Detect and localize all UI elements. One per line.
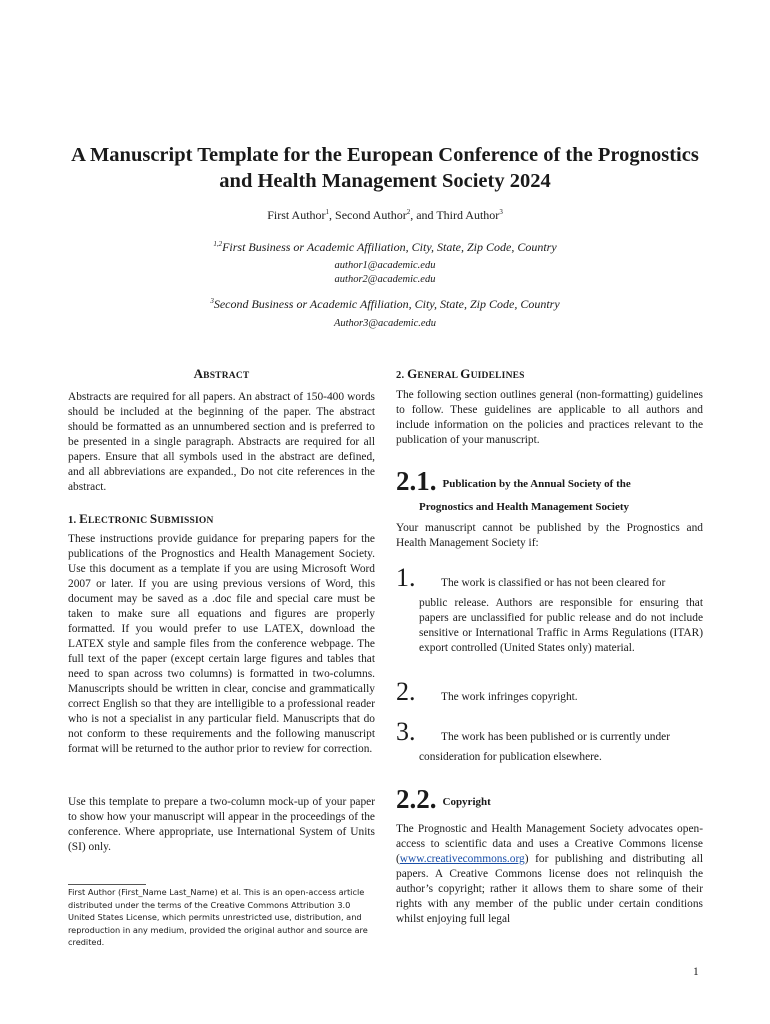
subsection-2-1-number: 2.1. (396, 466, 437, 496)
affiliation-2 (0, 297, 770, 312)
subsection-2-1-title-line-1: Publication by the Annual Society of the (442, 478, 631, 490)
list-item-1 (396, 563, 703, 656)
copyright-text-before: The Prognostic and Health Management Society advocates open-access to scientific data and uses a Creative Commons license ( (396, 823, 703, 865)
author-2: , Second Author (329, 208, 407, 222)
list-item-1-number: 1. (396, 563, 416, 592)
affiliation-1-sup: 1,2 (213, 240, 223, 248)
section-2-initial-1: G (407, 366, 418, 381)
list-item-2-number: 2. (396, 677, 416, 706)
affiliation-1 (0, 240, 770, 255)
page-number: 1 (693, 966, 699, 978)
footnote: First Author (First_Name Last_Name) et al. This is an open-access article distributed under the terms of the Creative Commons Attribution 3.0 United States License, which permits unrestricted use, distribution, and reproduction in any medium, provided the original author and source are credited. (68, 887, 368, 948)
author-2-sup: 2 (406, 208, 411, 216)
section-2-rest-1: ENERAL (417, 371, 461, 381)
list-item-2-first-line: The work infringes copyright. (441, 691, 578, 703)
list-item-2 (396, 677, 703, 710)
abstract-heading-initial: A (193, 366, 204, 381)
section-2-paragraph: The following section outlines general (non-formatting) guidelines to follow. These guidelines are applicable to all authors and include information on the policies and practices relevant to the publication of your manuscript. (396, 389, 703, 446)
paper-title: A Manuscript Template for the European Conference of the Prognostics and Health Management Society 2024 (71, 144, 699, 192)
affiliation-1-text: First Business or Academic Affiliation, City, State, Zip Code, Country (222, 240, 557, 254)
section-1-number: 1. (68, 515, 80, 526)
subsection-2-1-heading (396, 466, 703, 513)
subsection-2-1-intro: Your manuscript cannot be published by the Prognostics and Health Management Society if: (396, 522, 703, 549)
section-2-heading (396, 366, 525, 382)
section-1-rest-1: LECTRONIC (87, 516, 150, 526)
creative-commons-link[interactable]: www.creativecommons.org (399, 853, 525, 865)
section-2-number: 2. (396, 370, 408, 381)
section-1-paragraph-2: Use this template to prepare a two-column mock-up of your paper to show how your manuscript will appear in the proceedings of the conference. Where appropriate, use International System of Units (SI) only. (68, 796, 375, 853)
subsection-2-2-number: 2.2. (396, 784, 437, 814)
affiliation-2-text: Second Business or Academic Affiliation, City, State, Zip Code, Country (213, 297, 560, 311)
email-3: Author3@academic.edu (333, 318, 437, 329)
author-1-sup: 1 (325, 208, 330, 216)
author-1: First Author (267, 208, 326, 222)
abstract-heading-rest: BSTRACT (203, 371, 250, 381)
abstract-heading (68, 366, 375, 382)
subsection-2-2-heading (396, 784, 703, 815)
list-item-3-rest: consideration for publication elsewhere. (419, 751, 602, 763)
abstract-text: Abstracts are required for all papers. An abstract of 150-400 words should be included at the beginning of the paper. The abstract should be formatted as an unnumbered section and is preferred to be presented in a single paragraph. Abstracts are required for all papers. Ensure that all symbols used in the abstract are defined, and all abbreviations are expanded., Do not cite references in the abstract. (68, 391, 375, 493)
email-2: author2@academic.edu (334, 274, 436, 285)
author-line (0, 208, 770, 223)
subsection-2-2-paragraph (396, 822, 703, 927)
copyright-text-after: ) for publishing and distributing all papers. A Creative Commons license does not relinquish the author’s copyright; rather it allows them to share some of their rights with any member of the public under certain conditions whilst enjoying full legal (396, 853, 703, 925)
section-2-rest-2: UIDELINES (470, 371, 525, 381)
list-item-3-number: 3. (396, 717, 416, 746)
section-1-initial-1: E (79, 511, 88, 526)
author-3: , and Third Author (410, 208, 500, 222)
section-1-rest-2: UBMISSION (157, 516, 214, 526)
author-3-sup: 3 (499, 208, 503, 216)
list-item-3 (396, 717, 703, 765)
list-item-3-first-line: The work has been published or is currently under (441, 731, 671, 743)
footnote-rule (68, 884, 146, 885)
section-2-initial-2: G (460, 366, 471, 381)
section-1-heading (68, 511, 214, 527)
affiliation-2-sup: 3 (210, 297, 214, 305)
subsection-2-1-title-line-2: Prognostics and Health Management Society (419, 501, 630, 513)
email-1: author1@academic.edu (334, 260, 436, 271)
section-1-initial-2: S (149, 511, 158, 526)
subsection-2-2-title: Copyright (442, 796, 491, 808)
list-item-1-first-line: The work is classified or has not been cleared for (441, 577, 666, 589)
section-1-paragraph-1: These instructions provide guidance for preparing papers for the publications of the Prognostics and Health Management Society. Use this document as a template if you are using Microsoft Word 2007 or later. If you are using previous versions of Word, this document may be saved as a .doc file and special care must be taken to make sure all equations and figures are properly formatted. If you would prefer to use LATEX, download the LATEX style and sample files from the conference webpage. The full text of the paper (except certain large figures and tables that need to span across two columns) is formatted in two-columns. Manuscripts should be written in clear, concise and grammatically correct English so that they are intelligible to a professional reader who is not a specialist in any particular field. Manuscripts that do not conform to these requirements and the following manuscript format will be returned to the author prior to review for correction. (68, 533, 375, 755)
list-item-1-rest: public release. Authors are responsible for ensuring that papers are unclassified for public release and do not include sensitive or International Traffic in Arms Regulations (ITAR) export controlled (United States only) material. (419, 597, 703, 654)
